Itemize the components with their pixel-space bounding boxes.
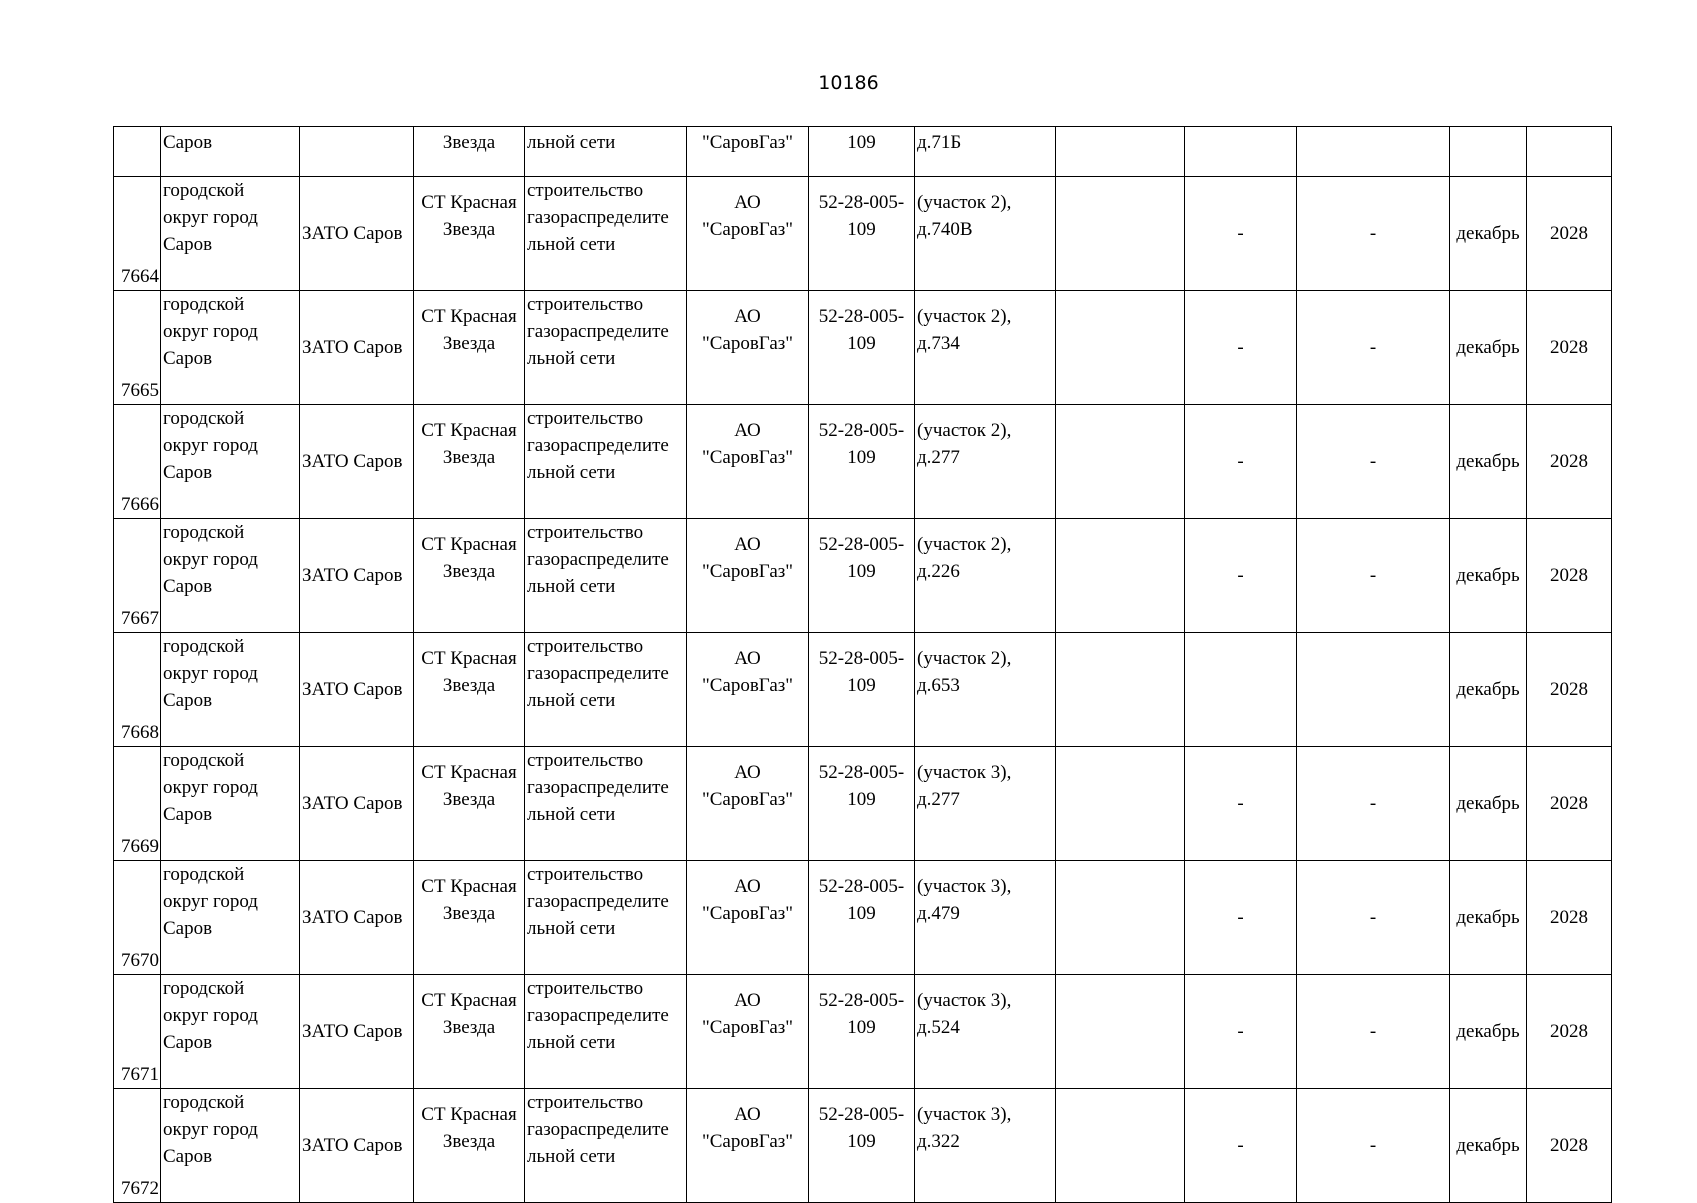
- cell-org: АО "СаровГаз": [687, 405, 809, 519]
- page-number: 10186: [818, 72, 879, 94]
- cell-c1: [1056, 519, 1185, 633]
- cell-year: 2028: [1527, 291, 1612, 405]
- cell-c2: [1185, 633, 1297, 747]
- cell-org: АО "СаровГаз": [687, 861, 809, 975]
- cell-address: (участок 3), д.479: [915, 861, 1056, 975]
- cell-num: 7671: [114, 975, 161, 1089]
- cell-c2: [1185, 127, 1297, 177]
- cell-c2: -: [1185, 405, 1297, 519]
- cell-year: 2028: [1527, 747, 1612, 861]
- table-row: [114, 1089, 1612, 1203]
- cell-num: 7669: [114, 747, 161, 861]
- cell-work: строительство газораспределите льной сети: [525, 633, 687, 747]
- cell-address: (участок 2), д.734: [915, 291, 1056, 405]
- cell-org: АО "СаровГаз": [687, 633, 809, 747]
- cell-year: 2028: [1527, 633, 1612, 747]
- cell-address: (участок 3), д.277: [915, 747, 1056, 861]
- cell-org: "СаровГаз": [687, 127, 809, 177]
- cell-num: 7670: [114, 861, 161, 975]
- cell-c3: -: [1297, 1089, 1450, 1203]
- cell-num: 7672: [114, 1089, 161, 1203]
- cell-c1: [1056, 291, 1185, 405]
- cell-c2: -: [1185, 861, 1297, 975]
- table-row: [114, 177, 1612, 291]
- cell-cadastral: 52-28-005- 109: [809, 291, 915, 405]
- cell-year: 2028: [1527, 405, 1612, 519]
- cell-location: СТ Красная Звезда: [414, 291, 525, 405]
- cell-address: (участок 2), д.277: [915, 405, 1056, 519]
- cell-district: городской округ город Саров: [161, 747, 300, 861]
- cell-org: АО "СаровГаз": [687, 1089, 809, 1203]
- cell-cadastral: 52-28-005- 109: [809, 975, 915, 1089]
- cell-district: городской округ город Саров: [161, 861, 300, 975]
- table-row: [114, 975, 1612, 1089]
- cell-address: д.71Б: [915, 127, 1056, 177]
- cell-num: 7667: [114, 519, 161, 633]
- cell-address: (участок 3), д.524: [915, 975, 1056, 1089]
- cell-c2: -: [1185, 1089, 1297, 1203]
- cell-municipality: ЗАТО Саров: [300, 519, 414, 633]
- cell-num: 7665: [114, 291, 161, 405]
- cell-c2: -: [1185, 747, 1297, 861]
- cell-month: декабрь: [1450, 1089, 1527, 1203]
- cell-work: строительство газораспределите льной сети: [525, 177, 687, 291]
- cell-cadastral: 52-28-005- 109: [809, 177, 915, 291]
- cell-c3: -: [1297, 177, 1450, 291]
- cell-month: декабрь: [1450, 633, 1527, 747]
- cell-c3: -: [1297, 519, 1450, 633]
- cell-c1: [1056, 747, 1185, 861]
- cell-address: (участок 2), д.653: [915, 633, 1056, 747]
- cell-cadastral: 109: [809, 127, 915, 177]
- cell-municipality: ЗАТО Саров: [300, 1089, 414, 1203]
- cell-num: [114, 127, 161, 177]
- cell-year: 2028: [1527, 975, 1612, 1089]
- cell-work: строительство газораспределите льной сети: [525, 519, 687, 633]
- cell-district: городской округ город Саров: [161, 291, 300, 405]
- cell-num: 7664: [114, 177, 161, 291]
- cell-work: строительство газораспределите льной сети: [525, 1089, 687, 1203]
- cell-work: строительство газораспределите льной сети: [525, 405, 687, 519]
- continuation-row: [114, 127, 1612, 177]
- cell-org: АО "СаровГаз": [687, 291, 809, 405]
- cell-municipality: ЗАТО Саров: [300, 861, 414, 975]
- cell-municipality: [300, 127, 414, 177]
- cell-org: АО "СаровГаз": [687, 747, 809, 861]
- cell-c2: -: [1185, 519, 1297, 633]
- cell-location: СТ Красная Звезда: [414, 519, 525, 633]
- cell-location: СТ Красная Звезда: [414, 633, 525, 747]
- cell-month: декабрь: [1450, 405, 1527, 519]
- cell-num: 7666: [114, 405, 161, 519]
- cell-org: АО "СаровГаз": [687, 177, 809, 291]
- cell-work: льной сети: [525, 127, 687, 177]
- cell-c1: [1056, 405, 1185, 519]
- cell-c1: [1056, 177, 1185, 291]
- cell-work: строительство газораспределите льной сети: [525, 861, 687, 975]
- cell-month: декабрь: [1450, 975, 1527, 1089]
- cell-month: [1450, 127, 1527, 177]
- cell-cadastral: 52-28-005- 109: [809, 405, 915, 519]
- cell-c3: [1297, 127, 1450, 177]
- cell-month: декабрь: [1450, 747, 1527, 861]
- cell-location: СТ Красная Звезда: [414, 177, 525, 291]
- cell-location: СТ Красная Звезда: [414, 1089, 525, 1203]
- cell-c1: [1056, 975, 1185, 1089]
- cell-district: Саров: [161, 127, 300, 177]
- cell-district: городской округ город Саров: [161, 975, 300, 1089]
- cell-district: городской округ город Саров: [161, 177, 300, 291]
- cell-org: АО "СаровГаз": [687, 519, 809, 633]
- cell-municipality: ЗАТО Саров: [300, 747, 414, 861]
- cell-year: 2028: [1527, 519, 1612, 633]
- register-table: [113, 126, 1612, 1203]
- table-row: [114, 405, 1612, 519]
- cell-c1: [1056, 633, 1185, 747]
- table-row: [114, 747, 1612, 861]
- cell-year: [1527, 127, 1612, 177]
- cell-year: 2028: [1527, 861, 1612, 975]
- cell-c2: -: [1185, 177, 1297, 291]
- cell-cadastral: 52-28-005- 109: [809, 633, 915, 747]
- table-row: [114, 291, 1612, 405]
- cell-cadastral: 52-28-005- 109: [809, 747, 915, 861]
- cell-c3: -: [1297, 861, 1450, 975]
- cell-c2: -: [1185, 975, 1297, 1089]
- cell-district: городской округ город Саров: [161, 1089, 300, 1203]
- cell-location: Звезда: [414, 127, 525, 177]
- table-row: [114, 519, 1612, 633]
- table-row: [114, 633, 1612, 747]
- cell-num: 7668: [114, 633, 161, 747]
- cell-location: СТ Красная Звезда: [414, 405, 525, 519]
- cell-work: строительство газораспределите льной сети: [525, 291, 687, 405]
- cell-month: декабрь: [1450, 519, 1527, 633]
- cell-municipality: ЗАТО Саров: [300, 405, 414, 519]
- cell-c3: -: [1297, 975, 1450, 1089]
- cell-org: АО "СаровГаз": [687, 975, 809, 1089]
- cell-work: строительство газораспределите льной сети: [525, 975, 687, 1089]
- cell-c3: -: [1297, 291, 1450, 405]
- cell-municipality: ЗАТО Саров: [300, 633, 414, 747]
- cell-municipality: ЗАТО Саров: [300, 975, 414, 1089]
- cell-month: декабрь: [1450, 177, 1527, 291]
- cell-work: строительство газораспределите льной сети: [525, 747, 687, 861]
- cell-district: городской округ город Саров: [161, 633, 300, 747]
- cell-cadastral: 52-28-005- 109: [809, 519, 915, 633]
- cell-month: декабрь: [1450, 861, 1527, 975]
- cell-year: 2028: [1527, 177, 1612, 291]
- cell-month: декабрь: [1450, 291, 1527, 405]
- cell-c1: [1056, 861, 1185, 975]
- cell-address: (участок 2), д.740В: [915, 177, 1056, 291]
- cell-district: городской округ город Саров: [161, 405, 300, 519]
- cell-c1: [1056, 1089, 1185, 1203]
- cell-location: СТ Красная Звезда: [414, 747, 525, 861]
- cell-c3: -: [1297, 747, 1450, 861]
- cell-c2: -: [1185, 291, 1297, 405]
- cell-cadastral: 52-28-005- 109: [809, 861, 915, 975]
- cell-district: городской округ город Саров: [161, 519, 300, 633]
- cell-c3: -: [1297, 405, 1450, 519]
- cell-location: СТ Красная Звезда: [414, 861, 525, 975]
- cell-cadastral: 52-28-005- 109: [809, 1089, 915, 1203]
- cell-municipality: ЗАТО Саров: [300, 177, 414, 291]
- cell-address: (участок 3), д.322: [915, 1089, 1056, 1203]
- table-row: [114, 861, 1612, 975]
- cell-c1: [1056, 127, 1185, 177]
- cell-c3: [1297, 633, 1450, 747]
- cell-year: 2028: [1527, 1089, 1612, 1203]
- cell-municipality: ЗАТО Саров: [300, 291, 414, 405]
- cell-location: СТ Красная Звезда: [414, 975, 525, 1089]
- cell-address: (участок 2), д.226: [915, 519, 1056, 633]
